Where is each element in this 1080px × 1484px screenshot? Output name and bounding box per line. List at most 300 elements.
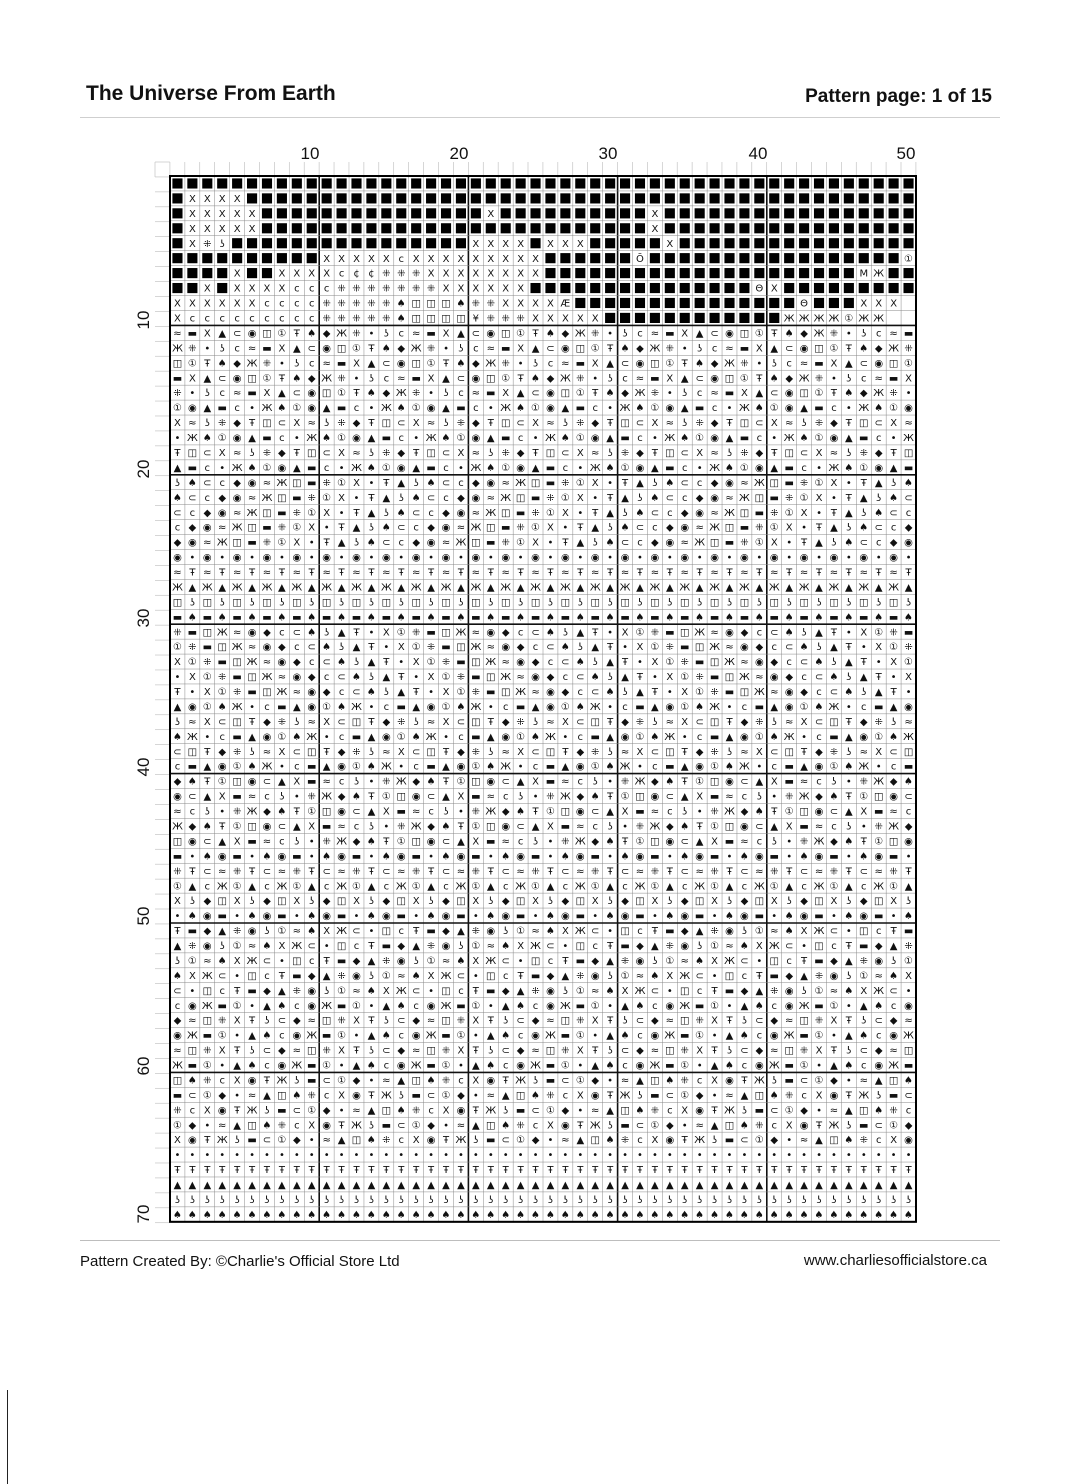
symbol-cell: ◉	[217, 1105, 227, 1117]
symbol-cell: ⁜	[188, 343, 197, 355]
symbol-cell: X	[547, 298, 554, 310]
symbol-cell: X	[442, 328, 450, 340]
symbol-cell: ʖ	[562, 1194, 568, 1206]
filled-cell	[590, 298, 600, 308]
symbol-cell: Ж	[858, 1090, 870, 1102]
symbol-cell: ≈	[411, 806, 421, 818]
symbol-cell: ⊂	[859, 866, 868, 878]
symbol-cell: ◆	[337, 746, 346, 758]
symbol-cell: ⁜	[411, 283, 421, 295]
symbol-cell: ♠	[560, 642, 570, 654]
symbol-cell: ʖ	[801, 418, 807, 430]
symbol-cell: ①	[501, 462, 511, 474]
symbol-cell: ◉	[232, 552, 242, 564]
filled-cell	[829, 208, 839, 218]
filled-cell	[903, 268, 913, 278]
symbol-cell: ♠	[322, 1209, 332, 1221]
symbol-cell: Ŧ	[607, 941, 614, 953]
symbol-cell: •	[308, 836, 315, 848]
symbol-cell: c	[637, 1030, 643, 1042]
symbol-cell: ◉	[665, 836, 675, 848]
symbol-cell: Ж	[425, 433, 437, 445]
symbol-cell: •	[487, 851, 494, 863]
symbol-cell: ⁜	[262, 358, 272, 370]
symbol-cell: X	[532, 298, 539, 310]
symbol-cell: ⁜	[426, 343, 436, 355]
symbol-cell: •	[607, 403, 614, 415]
symbol-cell: ♠	[292, 1209, 302, 1221]
symbol-cell: Ŧ	[845, 716, 852, 728]
symbol-cell: Ж	[306, 433, 318, 445]
symbol-cell: ♠	[366, 1060, 376, 1072]
symbol-cell: c	[577, 731, 584, 743]
row-label-70: 70	[134, 1204, 153, 1224]
symbol-cell: c	[637, 926, 643, 938]
symbol-cell: Ŧ	[234, 1165, 241, 1177]
symbol-cell: ◆	[292, 657, 301, 669]
symbol-cell: X	[576, 313, 584, 325]
symbol-cell: ①	[352, 881, 361, 893]
symbol-cell: X	[576, 492, 584, 504]
filled-cell	[814, 298, 824, 308]
symbol-cell: •	[428, 1150, 435, 1162]
scan-margin-line	[7, 1390, 8, 1484]
symbol-cell: •	[532, 911, 539, 923]
symbol-cell: X	[621, 806, 629, 818]
symbol-cell: ⊂	[695, 970, 704, 982]
symbol-cell: ʖ	[741, 1015, 747, 1027]
symbol-cell: X	[233, 268, 241, 280]
symbol-cell: ♠	[277, 612, 287, 624]
symbol-cell: Ŧ	[801, 1165, 808, 1177]
symbol-cell: c	[264, 701, 270, 713]
symbol-cell: ≈	[665, 418, 675, 430]
filled-cell	[650, 283, 660, 293]
symbol-cell: ʖ	[518, 597, 524, 609]
symbol-cell: ◆	[740, 716, 749, 728]
symbol-cell: •	[234, 1090, 241, 1102]
symbol-cell: Ō	[636, 253, 644, 265]
symbol-cell: Ж	[246, 1105, 258, 1117]
symbol-cell: ʖ	[174, 477, 181, 489]
symbol-cell: ▲	[367, 1180, 376, 1192]
symbol-cell: ʖ	[368, 373, 374, 385]
symbol-cell: ≈	[501, 657, 510, 669]
symbol-cell: X	[367, 253, 375, 265]
symbol-cell: ◉	[769, 1030, 779, 1042]
symbol-cell: c	[219, 731, 225, 743]
symbol-cell: Ж	[798, 313, 810, 325]
symbol-cell: ⊂	[188, 1090, 197, 1102]
symbol-cell: ⁜	[307, 1090, 316, 1102]
symbol-cell: Ж	[828, 701, 840, 713]
filled-cell	[441, 178, 451, 188]
symbol-cell: ◫	[187, 447, 198, 459]
filled-cell	[545, 193, 555, 203]
symbol-cell: ≈	[307, 716, 316, 728]
symbol-cell: ⁜	[456, 1015, 466, 1027]
filled-cell	[292, 193, 302, 203]
symbol-cell: ◉	[441, 911, 451, 923]
symbol-cell: ⊂	[546, 941, 555, 953]
symbol-cell: c	[771, 1000, 778, 1012]
filled-cell	[620, 313, 630, 323]
filled-cell	[590, 253, 600, 263]
symbol-cell: ◫	[575, 896, 586, 908]
symbol-cell: ①	[784, 806, 794, 818]
symbol-cell: •	[905, 552, 912, 564]
symbol-cell: ♠	[516, 1209, 526, 1221]
symbol-cell: ①	[202, 1060, 212, 1072]
symbol-cell: ⊂	[441, 477, 451, 489]
symbol-cell: Ŧ	[293, 328, 300, 340]
symbol-cell: ♠	[635, 403, 645, 415]
symbol-cell: ʖ	[652, 477, 658, 489]
symbol-cell: ♠	[874, 1209, 884, 1221]
symbol-cell: ▲	[367, 433, 376, 445]
symbol-cell: X	[576, 1045, 584, 1057]
symbol-cell: •	[786, 1135, 793, 1147]
symbol-cell: •	[443, 1150, 449, 1162]
symbol-cell: ◆	[695, 1090, 704, 1102]
symbol-cell: ▬	[754, 1105, 765, 1117]
symbol-cell: c	[353, 821, 360, 833]
filled-cell	[680, 178, 690, 188]
filled-cell	[426, 208, 436, 218]
symbol-cell: •	[562, 1150, 569, 1162]
filled-cell	[172, 208, 182, 218]
symbol-cell: ≈	[561, 358, 570, 370]
symbol-cell: ①	[172, 1120, 182, 1132]
symbol-cell: ≈	[173, 806, 182, 818]
symbol-cell: ◆	[516, 642, 525, 654]
symbol-cell: ◆	[621, 896, 629, 908]
symbol-cell: Ж	[798, 582, 810, 594]
symbol-cell: X	[293, 776, 301, 788]
symbol-cell: X	[711, 1015, 719, 1027]
symbol-cell: ♠	[217, 955, 227, 967]
filled-cell	[874, 238, 884, 248]
symbol-cell: ◉	[188, 537, 197, 549]
symbol-cell: ♠	[844, 985, 854, 997]
symbol-cell: ♠	[605, 1060, 615, 1072]
filled-cell	[247, 193, 257, 203]
symbol-cell: ʖ	[891, 716, 897, 728]
symbol-cell: ≈	[397, 970, 406, 982]
filled-cell	[695, 223, 705, 233]
symbol-cell: ▬	[187, 328, 198, 340]
filled-cell	[680, 223, 690, 233]
symbol-cell: ①	[545, 1105, 555, 1117]
symbol-cell: •	[666, 687, 673, 699]
symbol-cell: c	[413, 1000, 419, 1012]
symbol-cell: ⊂	[262, 955, 272, 967]
symbol-cell: Ŧ	[338, 567, 345, 579]
symbol-cell: ⁜	[367, 298, 376, 310]
symbol-cell: ⊂	[620, 866, 630, 878]
symbol-cell: ▬	[172, 1090, 183, 1102]
symbol-cell: ▬	[814, 403, 824, 415]
symbol-cell: ①	[471, 881, 481, 893]
symbol-cell: ▲	[770, 462, 779, 474]
symbol-cell: Ŧ	[353, 1165, 360, 1177]
symbol-cell: ≈	[889, 1045, 898, 1057]
symbol-cell: ⊂	[814, 716, 824, 728]
symbol-cell: X	[457, 447, 465, 459]
footer-divider	[80, 1240, 1000, 1241]
symbol-cell: ≈	[397, 373, 406, 385]
symbol-cell: Ŧ	[413, 447, 420, 459]
symbol-cell: ʖ	[861, 507, 867, 519]
symbol-cell: ≈	[441, 567, 451, 579]
filled-cell	[844, 298, 854, 308]
symbol-cell: X	[174, 313, 181, 325]
symbol-cell: ▬	[336, 955, 347, 967]
symbol-cell: ʖ	[607, 597, 613, 609]
symbol-cell: ①	[292, 403, 302, 415]
filled-cell	[784, 253, 794, 263]
symbol-cell: X	[188, 208, 196, 220]
symbol-cell: ◫	[560, 597, 571, 609]
symbol-cell: ♠	[396, 403, 406, 415]
symbol-cell: ①	[426, 657, 436, 669]
symbol-cell: ≈	[501, 746, 510, 758]
symbol-cell: Ж	[395, 776, 407, 788]
symbol-cell: ◉	[575, 851, 585, 863]
symbol-cell: ▲	[845, 806, 853, 818]
symbol-cell: ▬	[426, 462, 436, 474]
symbol-cell: ≈	[486, 492, 495, 504]
filled-cell	[889, 178, 899, 188]
filled-cell	[859, 253, 869, 263]
symbol-cell: ⊂	[784, 642, 794, 654]
symbol-cell: •	[726, 1000, 733, 1012]
symbol-cell: ʖ	[249, 896, 255, 908]
filled-cell	[829, 238, 839, 248]
symbol-cell: ⊂	[441, 447, 451, 459]
symbol-cell: ▬	[873, 911, 884, 923]
symbol-cell: ◫	[471, 776, 481, 788]
filled-cell	[724, 298, 734, 308]
symbol-cell: ʖ	[473, 1194, 479, 1206]
symbol-cell: ▲	[725, 731, 734, 743]
symbol-cell: ♠	[844, 687, 854, 699]
symbol-cell: Ж	[485, 806, 497, 818]
symbol-cell: ʖ	[443, 388, 449, 400]
symbol-cell: Ж	[291, 1060, 303, 1072]
symbol-cell: ʖ	[264, 1015, 270, 1027]
symbol-cell: •	[189, 985, 196, 997]
filled-cell	[441, 208, 451, 218]
symbol-cell: ≈	[829, 985, 839, 997]
symbol-cell: ①	[859, 970, 869, 982]
symbol-cell: •	[547, 552, 554, 564]
symbol-cell: ①	[814, 477, 824, 489]
column-label-40: 40	[748, 144, 768, 163]
symbol-cell: •	[816, 1105, 822, 1117]
symbol-cell: ≈	[203, 955, 212, 967]
symbol-cell: ▲	[322, 970, 331, 982]
symbol-cell: Ж	[425, 731, 437, 743]
symbol-cell: ▲	[472, 1120, 480, 1132]
symbol-cell: ◉	[635, 851, 645, 863]
symbol-cell: ▲	[680, 373, 689, 385]
symbol-cell: ▬	[381, 612, 392, 624]
symbol-cell: c	[831, 403, 837, 415]
symbol-cell: ◉	[486, 477, 496, 489]
symbol-cell: c	[473, 403, 479, 415]
symbol-cell: ▲	[173, 1180, 182, 1192]
symbol-cell: Ж	[216, 881, 228, 893]
symbol-cell: ♠	[426, 1209, 436, 1221]
symbol-cell: ⁜	[456, 418, 466, 430]
symbol-cell: ♠	[396, 298, 406, 310]
symbol-cell: ▲	[874, 582, 883, 594]
symbol-cell: ⊂	[397, 418, 406, 430]
symbol-cell: ⁜	[382, 776, 391, 788]
symbol-cell: ▲	[263, 1000, 271, 1012]
symbol-cell: •	[592, 373, 599, 385]
symbol-cell: ⁜	[471, 746, 481, 758]
symbol-cell: c	[458, 985, 464, 997]
symbol-cell: ⊂	[635, 1120, 645, 1132]
symbol-cell: ①	[381, 462, 391, 474]
symbol-cell: ♠	[725, 612, 734, 624]
symbol-cell: ≈	[740, 746, 749, 758]
symbol-cell: ⁜	[889, 627, 898, 639]
symbol-cell: X	[442, 253, 450, 265]
symbol-cell: c	[771, 642, 778, 654]
symbol-cell: •	[845, 701, 852, 713]
symbol-cell: ◫	[575, 941, 586, 953]
symbol-cell: •	[696, 806, 703, 818]
symbol-cell: Ж	[351, 701, 362, 713]
symbol-cell: ≈	[695, 522, 704, 534]
symbol-cell: ≈	[531, 1045, 540, 1057]
symbol-cell: ▬	[232, 851, 242, 863]
symbol-cell: X	[487, 268, 495, 280]
symbol-cell: X	[412, 657, 420, 669]
symbol-cell: ♠	[725, 1209, 734, 1221]
symbol-cell: ♠	[739, 941, 749, 953]
symbol-cell: ▲	[591, 1180, 600, 1192]
symbol-cell: ◆	[815, 746, 823, 758]
column-label-50: 50	[896, 144, 916, 163]
filled-cell	[217, 178, 227, 188]
symbol-cell: ⊂	[292, 627, 302, 639]
symbol-cell: ⁜	[620, 955, 630, 967]
filled-cell	[560, 253, 570, 263]
symbol-cell: Ŧ	[278, 970, 285, 982]
symbol-cell: •	[741, 1150, 748, 1162]
symbol-cell: ♠	[322, 851, 332, 863]
filled-cell	[784, 238, 794, 248]
symbol-cell: Ж	[172, 821, 183, 833]
symbol-cell: •	[174, 1150, 181, 1162]
filled-cell	[396, 208, 406, 218]
symbol-cell: ʖ	[279, 1194, 285, 1206]
symbol-cell: ◆	[755, 642, 764, 654]
symbol-cell: ⊂	[307, 642, 316, 654]
symbol-cell: ①	[202, 1090, 212, 1102]
symbol-cell: ⁜	[665, 642, 675, 654]
symbol-cell: ʖ	[652, 955, 658, 967]
symbol-cell: ▲	[188, 582, 197, 594]
symbol-cell: ≈	[770, 567, 779, 579]
symbol-cell: Ŧ	[368, 716, 375, 728]
symbol-cell: X	[412, 1135, 420, 1147]
symbol-cell: Ж	[694, 537, 706, 549]
symbol-cell: Ŧ	[293, 447, 300, 459]
symbol-cell: ①	[471, 821, 481, 833]
symbol-cell: Ŧ	[517, 373, 524, 385]
symbol-cell: ①	[739, 462, 749, 474]
symbol-cell: ①	[217, 433, 227, 445]
symbol-cell: ▲	[904, 1180, 913, 1192]
symbol-cell: ʖ	[458, 343, 464, 355]
symbol-cell: ♠	[366, 687, 376, 699]
symbol-cell: ≈	[695, 1120, 704, 1132]
filled-cell	[799, 223, 809, 233]
symbol-cell: ▲	[337, 582, 346, 594]
symbol-cell: ⁜	[889, 1105, 898, 1117]
symbol-cell: ◉	[874, 358, 884, 370]
symbol-cell: Ŧ	[666, 1165, 673, 1177]
symbol-cell: ◫	[545, 746, 556, 758]
symbol-cell: ▲	[845, 582, 853, 594]
symbol-cell: ʖ	[637, 597, 643, 609]
symbol-cell: ⁜	[740, 447, 749, 459]
symbol-cell: ʖ	[741, 1105, 747, 1117]
symbol-cell: ʖ	[682, 1194, 688, 1206]
row-label-50: 50	[134, 906, 153, 926]
symbol-cell: ▬	[575, 911, 586, 923]
symbol-cell: ≈	[725, 791, 734, 803]
symbol-cell: c	[711, 403, 718, 415]
filled-cell	[695, 253, 705, 263]
symbol-cell: X	[755, 941, 763, 953]
symbol-cell: X	[905, 970, 912, 982]
symbol-cell: c	[756, 1030, 763, 1042]
symbol-cell: Ŧ	[651, 447, 658, 459]
symbol-cell: Ŧ	[219, 567, 226, 579]
symbol-cell: ▬	[784, 1060, 794, 1072]
symbol-cell: •	[696, 1150, 703, 1162]
symbol-cell: ▬	[277, 701, 287, 713]
symbol-cell: ▲	[889, 941, 898, 953]
symbol-cell: ▲	[486, 731, 495, 743]
symbol-cell: ▬	[694, 657, 705, 669]
symbol-cell: ◉	[725, 776, 734, 788]
symbol-cell: ◉	[262, 642, 272, 654]
symbol-cell: ◉	[501, 821, 511, 833]
filled-cell	[739, 223, 749, 233]
symbol-cell: ⁜	[382, 268, 391, 280]
symbol-cell: ♠	[531, 1090, 541, 1102]
filled-cell	[650, 253, 660, 263]
symbol-cell: Ж	[589, 462, 601, 474]
symbol-cell: ▬	[650, 1090, 660, 1102]
symbol-cell: ◫	[754, 1090, 765, 1102]
symbol-cell: ⊂	[829, 806, 839, 818]
symbol-cell: ①	[441, 701, 451, 713]
symbol-cell: c	[711, 343, 718, 355]
symbol-cell: ▲	[516, 388, 525, 400]
symbol-cell: ⊂	[456, 716, 466, 728]
symbol-cell: •	[457, 462, 464, 474]
symbol-cell: ◆	[591, 1075, 600, 1087]
filled-cell	[247, 178, 257, 188]
